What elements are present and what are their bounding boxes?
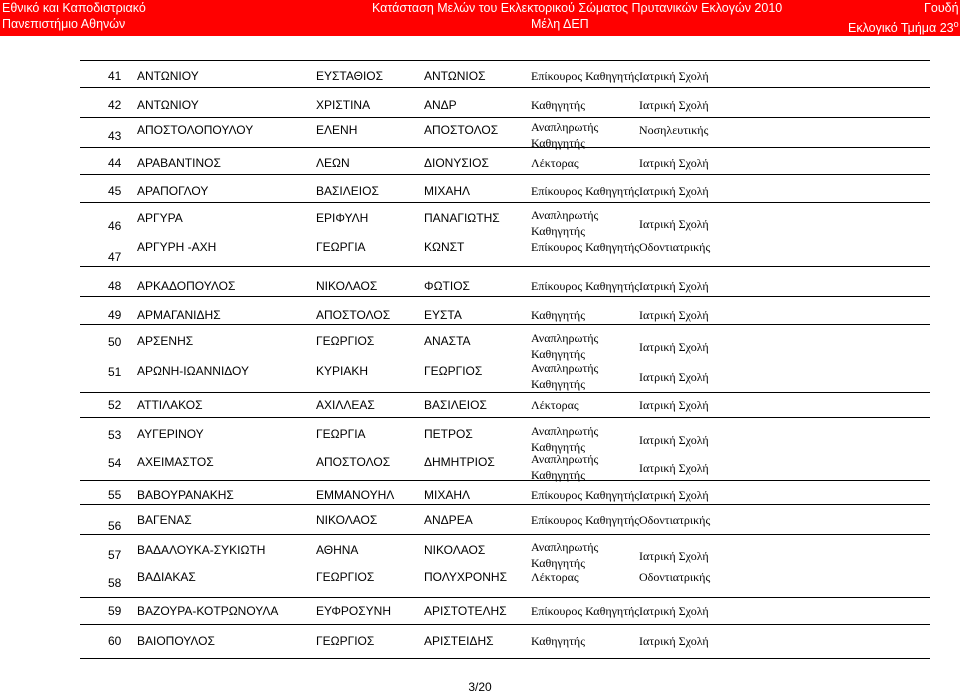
surname-cell: ΑΝΤΩΝΙΟΥ (137, 69, 199, 83)
surname-cell: ΑΡΚΑΔΟΠΟΥΛΟΣ (137, 279, 236, 293)
row-number: 60 (108, 634, 122, 648)
first-name-cell: ΕΛΕΝΗ (316, 123, 358, 137)
rank-cell: Επίκουρος Καθηγητής (531, 488, 640, 502)
surname-cell: ΒΑΓΕΝΑΣ (137, 513, 192, 527)
surname-cell: ΑΡΑΠΟΓΛΟΥ (137, 184, 209, 198)
row-number: 41 (108, 69, 122, 83)
rank-cell: Αναπληρωτής Καθηγητής (531, 120, 599, 150)
department-cell: Ιατρική Σχολή (639, 488, 709, 502)
row-number: 56 (108, 519, 122, 533)
first-name-cell: ΕΥΣΤΑΘΙΟΣ (316, 69, 384, 83)
rank-cell: Αναπληρωτής Καθηγητής (531, 361, 599, 391)
first-name-cell: ΛΕΩΝ (316, 156, 350, 170)
surname-cell: ΒΑΔΙΑΚΑΣ (137, 570, 196, 584)
first-name-cell: ΚΥΡΙΑΚΗ (316, 364, 369, 378)
rank-cell: Λέκτορας (531, 570, 579, 584)
department-cell: Ιατρική Σχολή (639, 398, 709, 412)
department-cell: Ιατρική Σχολή (639, 433, 709, 447)
row-number: 51 (108, 365, 122, 379)
rank-cell: Επίκουρος Καθηγητής (531, 279, 640, 293)
row-divider (80, 174, 930, 175)
row-divider (80, 504, 930, 505)
university-name-line2: Πανεπιστήμιο Αθηνών (2, 17, 126, 31)
first-name-cell: ΓΕΩΡΓΙΟΣ (316, 634, 375, 648)
row-divider (80, 60, 930, 61)
polling-section: Εκλογικό Τμήμα $23^o$ (848, 19, 959, 36)
location-name: Γουδή (924, 1, 959, 15)
page-header (0, 0, 960, 36)
father-name-cell: ΝΙΚΟΛΑΟΣ (424, 543, 486, 557)
row-divider (80, 87, 930, 88)
row-divider (80, 296, 930, 297)
surname-cell: ΑΥΓΕΡΙΝΟΥ (137, 427, 204, 441)
father-name-cell: ΒΑΣΙΛΕΙΟΣ (424, 398, 487, 412)
first-name-cell: ΒΑΣΙΛΕΙΟΣ (316, 184, 379, 198)
first-name-cell: ΕΜΜΑΝΟΥΗΛ (316, 488, 395, 502)
father-name-cell: ΓΕΩΡΓΙΟΣ (424, 364, 483, 378)
first-name-cell: ΓΕΩΡΓΙΟΣ (316, 334, 375, 348)
father-name-cell: ΑΡΙΣΤΟΤΕΛΗΣ (424, 604, 507, 618)
surname-cell: ΒΑΔΑΛΟΥΚΑ-ΣΥΚΙΩΤΗ (137, 543, 266, 557)
rank-cell: Αναπληρωτής Καθηγητής (531, 208, 599, 238)
department-cell: Νοσηλευτικής (639, 123, 709, 137)
row-number: 55 (108, 488, 122, 502)
department-cell: Ιατρική Σχολή (639, 217, 709, 231)
rank-cell: Αναπληρωτής Καθηγητής (531, 424, 599, 454)
row-number: 57 (108, 548, 122, 562)
first-name-cell: ΧΡΙΣΤΙΝΑ (316, 98, 371, 112)
row-divider (80, 534, 930, 535)
surname-cell: ΑΡΣΕΝΗΣ (137, 334, 194, 348)
department-cell: Ιατρική Σχολή (639, 634, 709, 648)
row-divider (80, 147, 930, 148)
father-name-cell: ΜΙΧΑΗΛ (424, 184, 471, 198)
department-cell: Οδοντιατρικής (639, 513, 711, 527)
rank-cell: Καθηγητής (531, 634, 585, 648)
department-cell: Ιατρική Σχολή (639, 184, 709, 198)
row-number: 52 (108, 398, 122, 412)
first-name-cell: ΓΕΩΡΓΙΑ (316, 240, 366, 254)
father-name-cell: ΑΝΑΣΤΑ (424, 334, 471, 348)
page-number: 3/20 (468, 680, 492, 694)
row-divider (80, 324, 930, 325)
department-cell: Ιατρική Σχολή (639, 98, 709, 112)
father-name-cell: ΠΑΝΑΓΙΩΤΗΣ (424, 211, 500, 225)
row-number: 45 (108, 184, 122, 198)
department-cell: Ιατρική Σχολή (639, 604, 709, 618)
father-name-cell: ΦΩΤΙΟΣ (424, 279, 470, 293)
department-cell: Ιατρική Σχολή (639, 308, 709, 322)
department-cell: Ιατρική Σχολή (639, 549, 709, 563)
row-number: 50 (108, 335, 122, 349)
department-cell: Ιατρική Σχολή (639, 279, 709, 293)
rank-cell: Επίκουρος Καθηγητής (531, 513, 640, 527)
rank-cell: Επίκουρος Καθηγητής (531, 184, 640, 198)
rank-cell: Αναπληρωτής Καθηγητής (531, 452, 599, 482)
row-number: 49 (108, 308, 122, 322)
father-name-cell: ΠΟΛΥΧΡΟΝΗΣ (424, 570, 508, 584)
rank-cell: Επίκουρος Καθηγητής (531, 604, 640, 618)
surname-cell: ΑΝΤΩΝΙΟΥ (137, 98, 199, 112)
surname-cell: ΑΠΟΣΤΟΛΟΠΟΥΛΟΥ (137, 123, 254, 137)
rank-cell: Αναπληρωτής Καθηγητής (531, 331, 599, 361)
row-number: 54 (108, 456, 122, 470)
rank-cell: Καθηγητής (531, 98, 585, 112)
rank-cell: Επίκουρος Καθηγητής (531, 240, 640, 254)
surname-cell: ΒΑΖΟΥΡΑ-ΚΟΤΡΩΝΟΥΛΑ (137, 604, 279, 618)
department-cell: Ιατρική Σχολή (639, 370, 709, 384)
row-number: 47 (108, 250, 122, 264)
father-name-cell: ΜΙΧΑΗΛ (424, 488, 471, 502)
first-name-cell: ΑΘΗΝΑ (316, 543, 359, 557)
father-name-cell: ΚΩΝΣΤ (424, 240, 465, 254)
father-name-cell: ΑΡΙΣΤΕΙΔΗΣ (424, 634, 494, 648)
rank-cell: Καθηγητής (531, 308, 585, 322)
first-name-cell: ΓΕΩΡΓΙΑ (316, 427, 366, 441)
row-divider (80, 480, 930, 481)
department-cell: Ιατρική Σχολή (639, 461, 709, 475)
row-divider (80, 597, 930, 598)
first-name-cell: ΕΥΦΡΟΣΥΝΗ (316, 604, 391, 618)
university-name-line1: Εθνικό και Καποδιστριακό (2, 1, 146, 15)
father-name-cell: ΑΝΤΩΝΙΟΣ (424, 69, 486, 83)
surname-cell: ΑΡΓΥΡΑ (137, 211, 183, 225)
surname-cell: ΑΡΩΝΗ-ΙΩΑΝΝΙΔΟΥ (137, 364, 249, 378)
row-number: 48 (108, 279, 122, 293)
row-divider (80, 624, 930, 625)
rank-cell: Λέκτορας (531, 156, 579, 170)
father-name-cell: ΕΥΣΤΑ (424, 308, 462, 322)
row-divider (80, 392, 930, 393)
father-name-cell: ΔΙΟΝΥΣΙΟΣ (424, 156, 489, 170)
row-divider (80, 266, 930, 267)
surname-cell: ΑΡΑΒΑΝΤΙΝΟΣ (137, 156, 221, 170)
father-name-cell: ΑΝΔΡ (424, 98, 457, 112)
department-cell: Οδοντιατρικής (639, 570, 711, 584)
department-cell: Ιατρική Σχολή (639, 340, 709, 354)
father-name-cell: ΑΠΟΣΤΟΛΟΣ (424, 123, 499, 137)
surname-cell: ΑΤΤΙΛΑΚΟΣ (137, 398, 203, 412)
row-divider (80, 417, 930, 418)
row-number: 46 (108, 219, 122, 233)
first-name-cell: ΝΙΚΟΛΑΟΣ (316, 279, 378, 293)
surname-cell: ΑΡΓΥΡΗ -ΑΧΗ (137, 240, 217, 254)
surname-cell: ΒΑΙΟΠΟΥΛΟΣ (137, 634, 215, 648)
row-number: 42 (108, 98, 122, 112)
rank-cell: Λέκτορας (531, 398, 579, 412)
document-subtitle: Μέλη ΔΕΠ (531, 17, 589, 31)
department-cell: Ιατρική Σχολή (639, 69, 709, 83)
father-name-cell: ΑΝΔΡΕΑ (424, 513, 473, 527)
surname-cell: ΒΑΒΟΥΡΑΝΑΚΗΣ (137, 488, 234, 502)
rank-cell: Επίκουρος Καθηγητής (531, 69, 640, 83)
row-number: 43 (108, 129, 122, 143)
row-divider (80, 202, 930, 203)
rank-cell: Αναπληρωτής Καθηγητής (531, 540, 599, 570)
department-cell: Ιατρική Σχολή (639, 156, 709, 170)
surname-cell: ΑΧΕΙΜΑΣΤΟΣ (137, 455, 214, 469)
department-cell: Οδοντιατρικής (639, 240, 711, 254)
row-number: 59 (108, 604, 122, 618)
father-name-cell: ΔΗΜΗΤΡΙΟΣ (424, 455, 495, 469)
surname-cell: ΑΡΜΑΓΑΝΙΔΗΣ (137, 308, 221, 322)
first-name-cell: ΑΧΙΛΛΕΑΣ (316, 398, 375, 412)
first-name-cell: ΕΡΙΦΥΛΗ (316, 211, 369, 225)
row-number: 58 (108, 576, 122, 590)
row-number: 44 (108, 156, 122, 170)
first-name-cell: ΑΠΟΣΤΟΛΟΣ (316, 455, 391, 469)
row-divider (80, 117, 930, 118)
row-number: 53 (108, 428, 122, 442)
document-title: Κατάσταση Μελών του Εκλεκτορικού Σώματος Πρυτανικών Εκλογών 2010 (372, 1, 783, 15)
first-name-cell: ΓΕΩΡΓΙΟΣ (316, 570, 375, 584)
row-divider (80, 658, 930, 659)
first-name-cell: ΑΠΟΣΤΟΛΟΣ (316, 308, 391, 322)
father-name-cell: ΠΕΤΡΟΣ (424, 427, 473, 441)
first-name-cell: ΝΙΚΟΛΑΟΣ (316, 513, 378, 527)
